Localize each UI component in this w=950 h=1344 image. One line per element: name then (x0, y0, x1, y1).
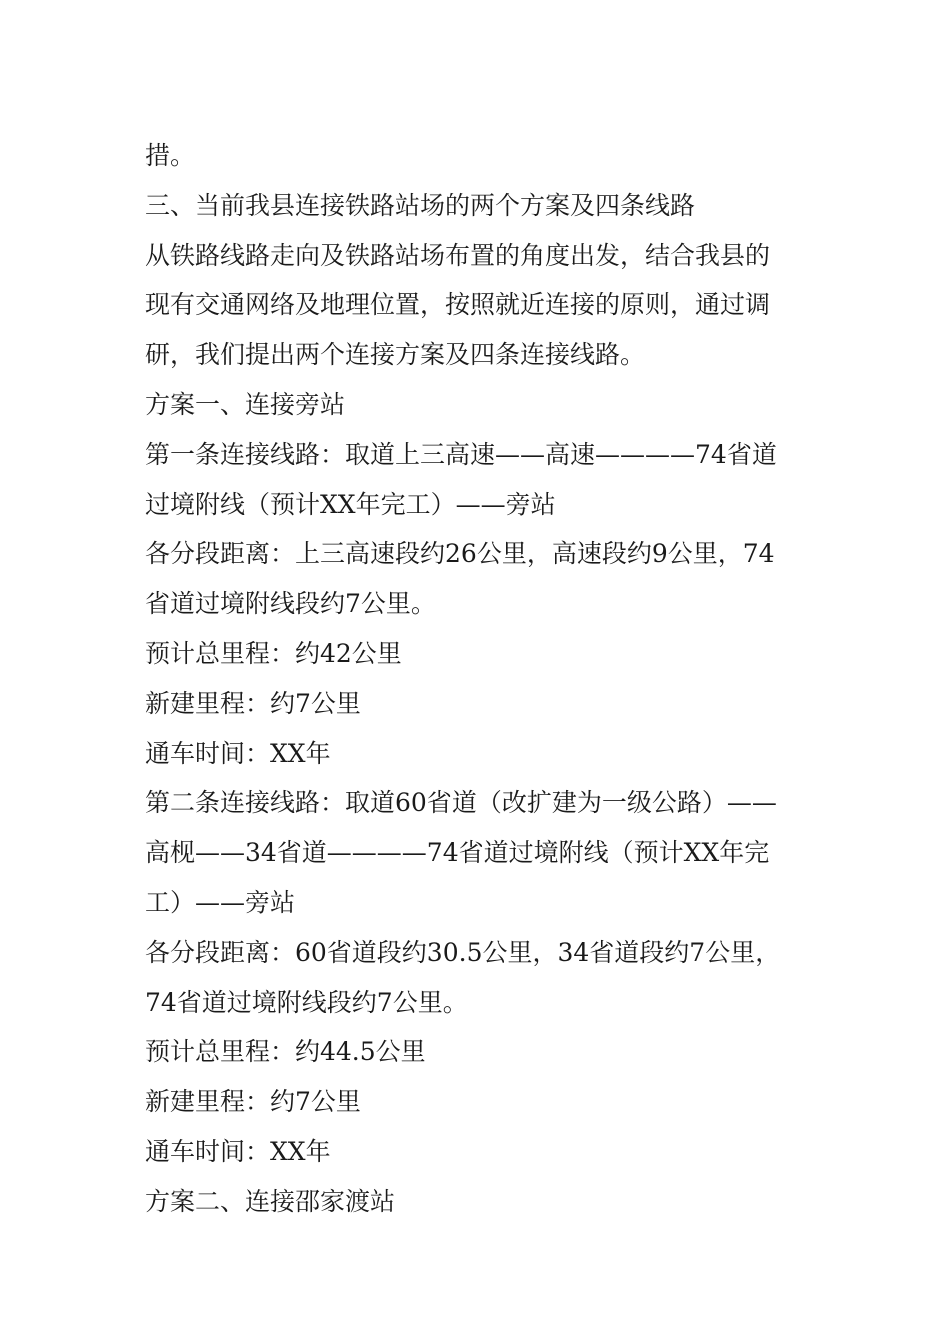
text-line: 各分段距离：60省道段约30.5公里，34省道段约7公里， (145, 937, 781, 967)
text-line: 从铁路线路走向及铁路站场布置的角度出发，结合我县的 (145, 240, 771, 270)
text-line: 高枧——34省道————74省道过境附线（预计XX年完 (145, 838, 770, 868)
text-line: 预计总里程：约42公里 (145, 638, 402, 668)
text-line: 通车时间：XX年 (145, 1136, 331, 1166)
text-line: 新建里程：约7公里 (145, 688, 361, 718)
text-line: 通车时间：XX年 (145, 738, 331, 768)
plan-heading: 方案一、连接旁站 (145, 389, 346, 419)
text-line: 现有交通网络及地理位置，按照就近连接的原则，通过调 (145, 290, 771, 320)
document-body (145, 131, 813, 1227)
text-line: 各分段距离：上三高速段约26公里，高速段约9公里，74 (145, 539, 775, 569)
text-line: 新建里程：约7公里 (145, 1087, 361, 1117)
text-line: 研，我们提出两个连接方案及四条连接线路。 (145, 340, 646, 370)
text-line: 第二条连接线路：取道60省道（改扩建为一级公路）—— (145, 788, 777, 818)
text-line: 预计总里程：约44.5公里 (145, 1037, 426, 1067)
plan-heading: 方案二、连接邵家渡站 (145, 1186, 396, 1216)
text-line: 过境附线（预计XX年完工）——旁站 (145, 489, 556, 519)
text-line: 省道过境附线段约7公里。 (145, 589, 436, 619)
text-line: 工）——旁站 (145, 887, 296, 917)
text-line: 74省道过境附线段约7公里。 (145, 987, 468, 1017)
text-line: 措。 (145, 141, 196, 170)
section-heading: 三、当前我县连接铁路站场的两个方案及四条线路 (145, 190, 696, 220)
text-line: 第一条连接线路：取道上三高速——高速————74省道 (145, 439, 777, 469)
